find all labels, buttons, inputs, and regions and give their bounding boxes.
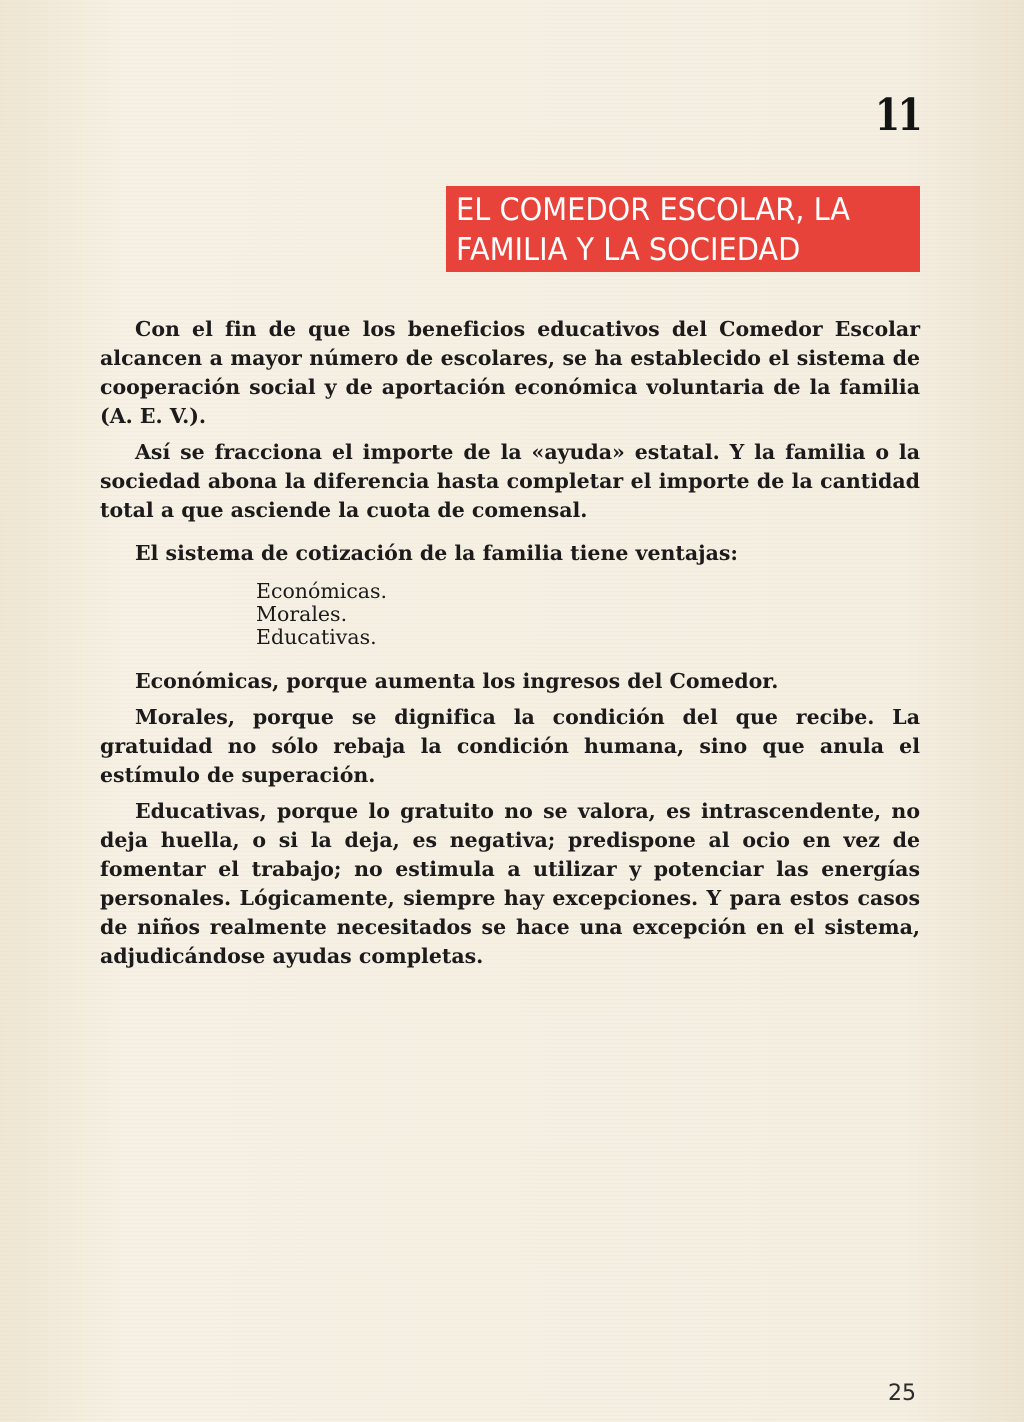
chapter-number: 11 <box>874 90 920 141</box>
paragraph-moral: Morales, porque se dignifica la condición del que recibe. La gratuidad no sólo rebaja la condición humana, sino que anula el estímulo de superación. <box>100 705 920 787</box>
advantage-item-educational: Educativas. <box>256 625 377 649</box>
chapter-title-line-2: FAMILIA Y LA SOCIEDAD <box>456 232 801 268</box>
advantages-list <box>256 580 920 649</box>
paragraph-economic: Económicas, porque aumenta los ingresos del Comedor. <box>135 669 779 693</box>
paragraph-funding: Así se fracciona el importe de la «ayuda» estatal. Y la familia o la sociedad abona la diferencia hasta completar el importe de la cantidad total a que asciende la cuota de comensal. <box>100 440 920 522</box>
chapter-title-box <box>446 186 920 272</box>
paragraph-educational: Educativas, porque lo gratuito no se valora, es intrascendente, no deja huella, o si la deja, es negativa; predispone al ocio en vez de fomentar el trabajo; no estimula a utilizar y potenciar las energías personales. Lógicamente, siempre hay excepciones. Y para estos casos de niños realmente necesitados se hace una excepción en el sistema, adjudicándose ayudas completas. <box>100 799 920 968</box>
advantage-item-moral: Morales. <box>256 602 348 626</box>
paragraph-intro: Con el fin de que los beneficios educativos del Comedor Escolar alcancen a mayor número de escolares, se ha establecido el sistema de cooperación social y de aportación económica voluntaria de la familia (A. E. V.). <box>100 317 920 428</box>
body-text <box>100 315 920 978</box>
page-number: 25 <box>888 1381 916 1406</box>
paragraph-advantages-intro: El sistema de cotización de la familia tiene ventajas: <box>135 541 738 565</box>
advantage-item-economic: Económicas. <box>256 579 388 603</box>
chapter-title-line-1: EL COMEDOR ESCOLAR, LA <box>456 192 851 228</box>
